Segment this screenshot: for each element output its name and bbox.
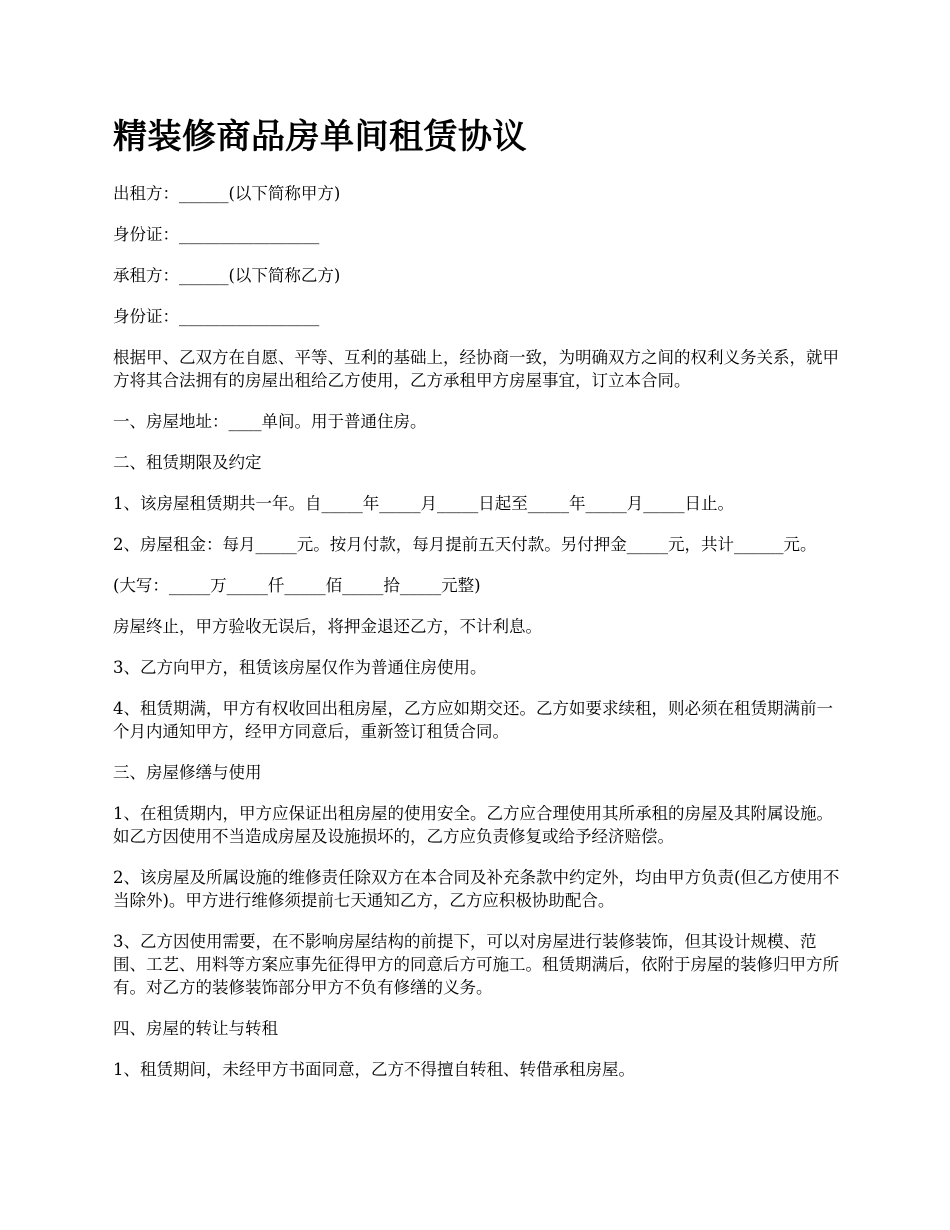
section-2-heading: 二、租赁期限及约定 — [113, 453, 262, 472]
deposit-refund-paragraph: 房屋终止，甲方验收无误后，将押金退还乙方，不计利息。 — [113, 617, 542, 636]
section-4-heading: 四、房屋的转让与转租 — [113, 1019, 278, 1038]
lessor-line: 出租方：______(以下简称甲方) — [113, 184, 341, 203]
clause-3-2-repair: 2、该房屋及所属设施的维修责任除双方在本合同及补充条款中约定外，均由甲方负责(但乙方使用不当除外)。甲方进行维修须提前七天通知乙方，乙方应积极协助配合。 — [113, 868, 840, 910]
clause-4-1-sublease: 1、租赁期间，未经甲方书面同意，乙方不得擅自转租、转借承租房屋。 — [113, 1060, 635, 1079]
lessee-line: 承租方：______(以下简称乙方) — [113, 266, 341, 285]
section-1-address: 一、房屋地址：____单间。用于普通住房。 — [113, 412, 427, 431]
clause-3-1-safety: 1、在租赁期内，甲方应保证出租房屋的使用安全。乙方应合理使用其所承租的房屋及其附属设施。如乙方因使用不当造成房屋及设施损坏的，乙方应负责修复或给予经济赔偿。 — [113, 804, 833, 846]
lessee-id-line: 身份证：_________________ — [113, 307, 320, 326]
document-page — [113, 112, 843, 1099]
section-3-heading: 三、房屋修缮与使用 — [113, 763, 262, 782]
lessor-id-line: 身份证：_________________ — [113, 225, 320, 244]
rent-amount-in-words: (大写：_____万_____仟_____佰_____拾_____元整) — [113, 576, 481, 595]
clause-3-3-decoration: 3、乙方因使用需要，在不影响房屋结构的前提下，可以对房屋进行装修装饰，但其设计规模、范围、工艺、用料等方案应事先征得甲方的同意后方可施工。租赁期满后，依附于房屋的装修归甲方所有。对乙方的装修装饰部分甲方不负有修缮的义务。 — [113, 932, 839, 997]
preamble-paragraph: 根据甲、乙双方在自愿、平等、互利的基础上，经协商一致，为明确双方之间的权利义务关系，就甲方将其合法拥有的房屋出租给乙方使用，乙方承租甲方房屋事宜，订立本合同。 — [113, 348, 839, 390]
document-title: 精装修商品房单间租赁协议 — [113, 117, 527, 157]
clause-2-2-rent: 2、房屋租金：每月_____元。按月付款，每月提前五天付款。另付押金_____元，共计______元。 — [113, 535, 817, 554]
clause-2-4-renewal: 4、租赁期满，甲方有权收回出租房屋，乙方应如期交还。乙方如要求续租，则必须在租赁期满前一个月内通知甲方，经甲方同意后，重新签订租赁合同。 — [113, 699, 833, 741]
clause-2-3-usage: 3、乙方向甲方，租赁该房屋仅作为普通住房使用。 — [113, 658, 487, 677]
clause-2-1-term: 1、该房屋租赁期共一年。自_____年_____月_____日起至_____年_____月_____日止。 — [113, 494, 734, 513]
